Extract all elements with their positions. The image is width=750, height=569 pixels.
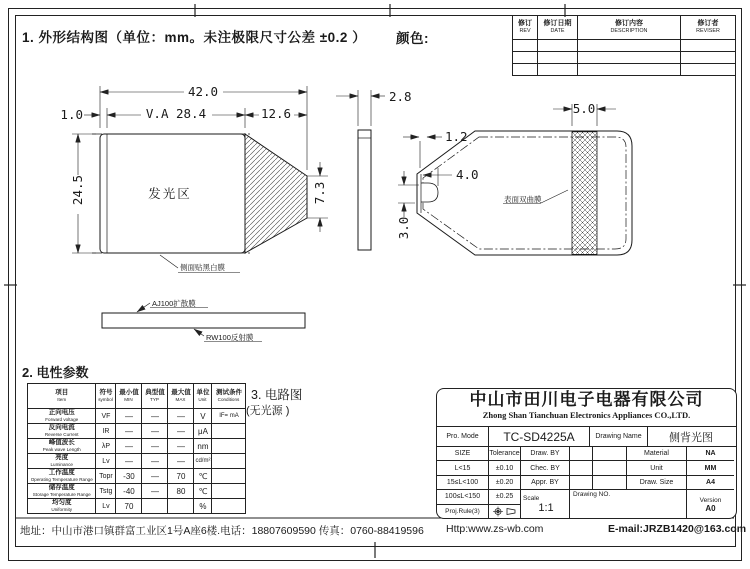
- drawing-name-label: Drawing Name: [590, 427, 648, 446]
- company-name-en: Zhong Shan Tianchuan Electronics Appliances CO.,LTD.: [482, 410, 691, 420]
- elec-row-peak-wavelength: 峰值波长 Peak wave Length λP — — — nm: [28, 439, 246, 454]
- dim-left-margin: 1.0: [60, 107, 83, 122]
- side-thickness-view: [336, 90, 385, 250]
- tolerance-2: ±0.20: [489, 476, 521, 490]
- company-header: [437, 389, 736, 427]
- chec-by-date: [593, 461, 627, 475]
- appr-by-date: [593, 476, 627, 490]
- elec-row-luminance: 亮度 Luminance Lv — — — cd/m²: [28, 454, 246, 469]
- dim-hatch-width: 12.6: [260, 106, 292, 121]
- version-label: Version: [699, 496, 722, 504]
- material-value: NA: [687, 447, 734, 461]
- title-block: [436, 388, 737, 519]
- product-model-row: [437, 427, 736, 447]
- size-label: SIZE: [437, 447, 489, 461]
- draw-by-value: [570, 447, 593, 461]
- section3-title: 3. 电路图: [251, 388, 303, 402]
- chec-by-value: [570, 461, 593, 475]
- unit-value: MM: [687, 461, 734, 475]
- appr-by-value: [570, 476, 593, 490]
- elec-row-uniformity: 均匀度 Uniformity Lv 70 %: [28, 499, 246, 514]
- dim-bottom: 3.0: [396, 216, 411, 240]
- version-cell: [687, 490, 734, 519]
- side-profile-view: [398, 104, 632, 255]
- dim-band: 5.0: [572, 101, 596, 116]
- proj-rule-label: Proj.Rule(3): [437, 505, 489, 519]
- rev-col-header: 修订 REV: [513, 16, 538, 40]
- tolerance-grid: [437, 447, 736, 519]
- pro-mode-label: Pro. Mode: [437, 427, 489, 446]
- drawing-name-value: 侧背光图: [669, 431, 713, 444]
- reflector-film-note: RW100反射膜: [206, 333, 254, 342]
- draw-size-value: A4: [687, 476, 734, 490]
- reviser-col-header: 修订者 REVISER: [681, 16, 736, 40]
- dim-thickness: 2.8: [389, 89, 412, 104]
- tolerance-3: ±0.25: [489, 490, 521, 504]
- elec-header-row: 项目 Item 符号 symbol 最小值 MIN 典型值 TYP 最大值 MAX 单位 Unit 测试条件 Conditions: [28, 384, 246, 409]
- size-range-2: 15≤L<100: [437, 476, 489, 490]
- color-label: 颜色:: [396, 31, 429, 46]
- material-label: Material: [627, 447, 687, 461]
- diffuser-film-note: AJ100扩散膜: [152, 299, 196, 308]
- elec-row-storage-temp: 储存温度 Storage Temperature Range Tstg -40 — 80 ℃: [28, 484, 246, 499]
- tolerance-1: ±0.10: [489, 461, 521, 475]
- dim-notch: 4.0: [456, 167, 479, 182]
- proj-rule-cell: [489, 505, 521, 519]
- draw-by-date: [593, 447, 627, 461]
- dim-height: 24.5: [70, 174, 85, 206]
- elec-row-reverse-current: 反向电流 Reverse Current IR — — — μA: [28, 424, 246, 439]
- dim-overall-width: 42.0: [187, 84, 219, 99]
- draw-by-label: Draw. BY: [521, 447, 570, 461]
- company-name-cn: 中山市田川电子电器有限公司: [469, 390, 704, 409]
- dim-film: 1.2: [445, 129, 468, 144]
- drawing-no-label: Drawing NO.: [573, 491, 611, 499]
- footer-address: 地址：中山市港口镇群富工业区1号A座6楼.电话：18807609590 传真：0760-88419596: [20, 525, 424, 537]
- footer-email: E-mail:JRZB1420@163.com: [608, 523, 747, 535]
- dim-va: V.A 28.4: [145, 106, 207, 121]
- elec-row-operating-temp: 工作温度 Operating Temperature Range Topr -30 — 70 ℃: [28, 469, 246, 484]
- surface-film-note: 表面双曲膜: [504, 195, 542, 204]
- scale-cell: [521, 490, 570, 519]
- third-angle-projection-icon: [492, 506, 518, 517]
- size-range-3: 100≤L<150: [437, 490, 489, 504]
- scale-value: 1:1: [538, 502, 554, 515]
- drawing-no-cell: [570, 490, 687, 519]
- appr-by-label: Appr. BY: [521, 476, 570, 490]
- pro-mode-value: TC-SD4225A: [489, 427, 590, 446]
- size-range-1: L<15: [437, 461, 489, 475]
- section2-title: 2. 电性参数: [22, 365, 89, 380]
- date-col-header: 修订日期 DATE: [538, 16, 578, 40]
- dim-tip-height: 7.3: [312, 181, 327, 205]
- film-strip: [102, 303, 305, 342]
- scale-label: Scale: [523, 495, 540, 503]
- draw-size-label: Draw. Size: [627, 476, 687, 490]
- unit-label: Unit: [627, 461, 687, 475]
- elec-row-forward-voltage: 正向电压 Forward voltage VF — — — V IF= mA: [28, 409, 246, 424]
- description-col-header: 修订内容 DESCRIPTION: [578, 16, 681, 40]
- chec-by-label: Chec. BY: [521, 461, 570, 475]
- electrical-parameters-table: [27, 383, 246, 514]
- section3-note: (无光源 ): [246, 405, 290, 417]
- section1-title: 1. 外形结构图（单位：mm。未注极限尺寸公差 ±0.2 ）: [22, 30, 367, 45]
- version-value: A0: [705, 503, 716, 513]
- emitting-area-label: 发光区: [148, 187, 192, 201]
- footer-website: Http:www.zs-wb.com: [446, 523, 544, 535]
- tolerance-label: Tolerance: [489, 447, 521, 461]
- side-film-note: 侧面贴黑白膜: [180, 263, 225, 272]
